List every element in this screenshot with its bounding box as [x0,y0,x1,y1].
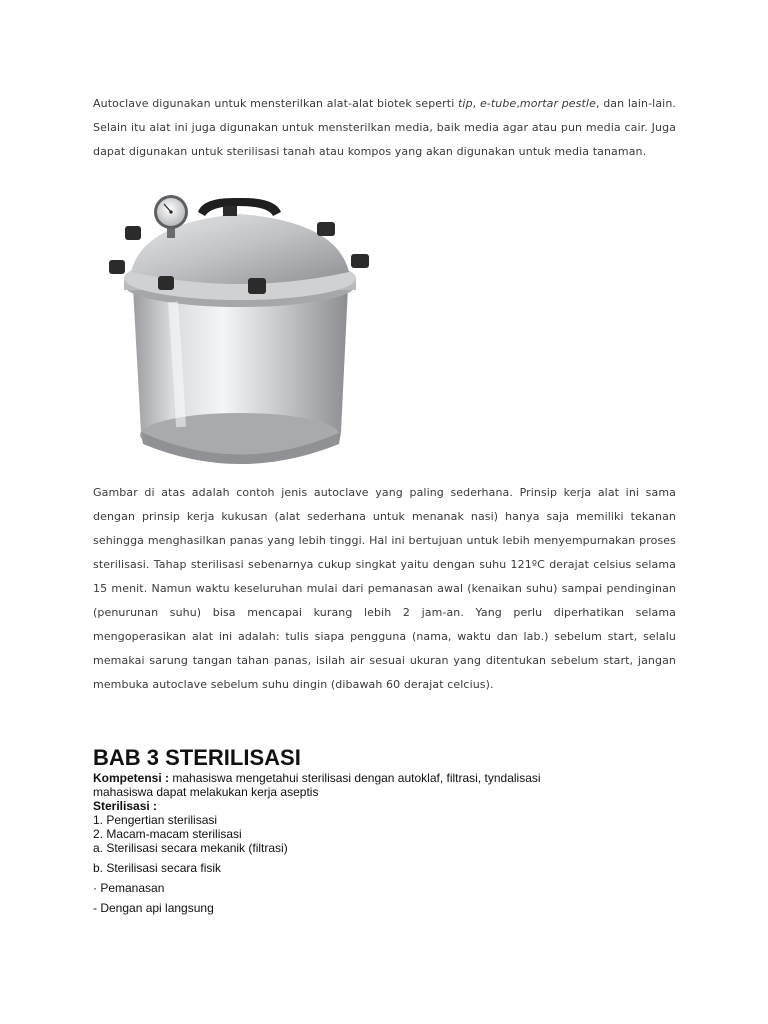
sterilisasi-label: Sterilisasi : [93,799,158,813]
list-item: b. Sterilisasi secara fisik [93,861,222,875]
intro-text-end: , dan lain-lain. Selain itu alat ini juga digunakan untuk mensterilkan media, baik media agar atau pun media cair. Juga dapat digunakan untuk sterilisasi tanah atau kompos yang akan digunakan untuk media tanaman. [93,97,676,158]
list-item: 1. Pengertian sterilisasi [93,813,218,827]
description-paragraph: Gambar di atas adalah contoh jenis autoclave yang paling sederhana. Prinsip kerja alat ini sama dengan prinsip kerja kukusan (alat sederhana untuk menanak nasi) hanya saja memiliki tekanan sehingga menghasilkan panas yang lebih tinggi. Hal ini bertujuan untuk lebih menyempurnakan proses sterilisasi. Tahap sterilisasi sebenarnya cukup singkat yaitu dengan suhu 121ºC derajat celsius selama 15 menit. Namun waktu keseluruhan mulai dari pemanasan awal (kenaikan suhu) sampai pendinginan (penurunan suhu) bisa mencapai kurang lebih 2 jam-an. Yang perlu diperhatikan selama mengoperasikan alat ini adalah: tulis siapa pengguna (nama, waktu dan lab.) sebelum start, selalu memakai sarung tangan tahan panas, isilah air sesuai ukuran yang ditentukan sebelum start, jangan membuka autoclave sebelum suhu dingin (dibawah 60 derajat celcius). [93,486,676,691]
list-item: 2. Macam-macam sterilisasi [93,827,242,841]
term-etube: e-tube [479,97,517,110]
intro-paragraph [93,92,676,164]
separator: , [472,97,480,110]
list-item: · Pemanasan [93,881,165,895]
intro-text-start: Autoclave digunakan untuk mensterilkan alat-alat biotek seperti [93,97,459,110]
term-tip: tip [458,97,473,110]
list-item: a. Sterilisasi secara mekanik (filtrasi) [93,841,288,855]
chapter-heading: BAB 3 STERILISASI [93,745,301,770]
autoclave-image [103,192,378,472]
separator: , [516,97,520,110]
chapter-content [93,771,693,915]
kompetensi-line [93,771,693,785]
kompetensi-line-2: mahasiswa dapat melakukan kerja aseptis [93,785,319,799]
kompetensi-text: mahasiswa mengetahui sterilisasi dengan autoklaf, filtrasi, tyndalisasi [169,771,541,785]
list-item: - Dengan api langsung [93,901,214,915]
term-mortar-pestle: mortar pestle [519,97,596,110]
kompetensi-label: Kompetensi : [93,771,170,785]
